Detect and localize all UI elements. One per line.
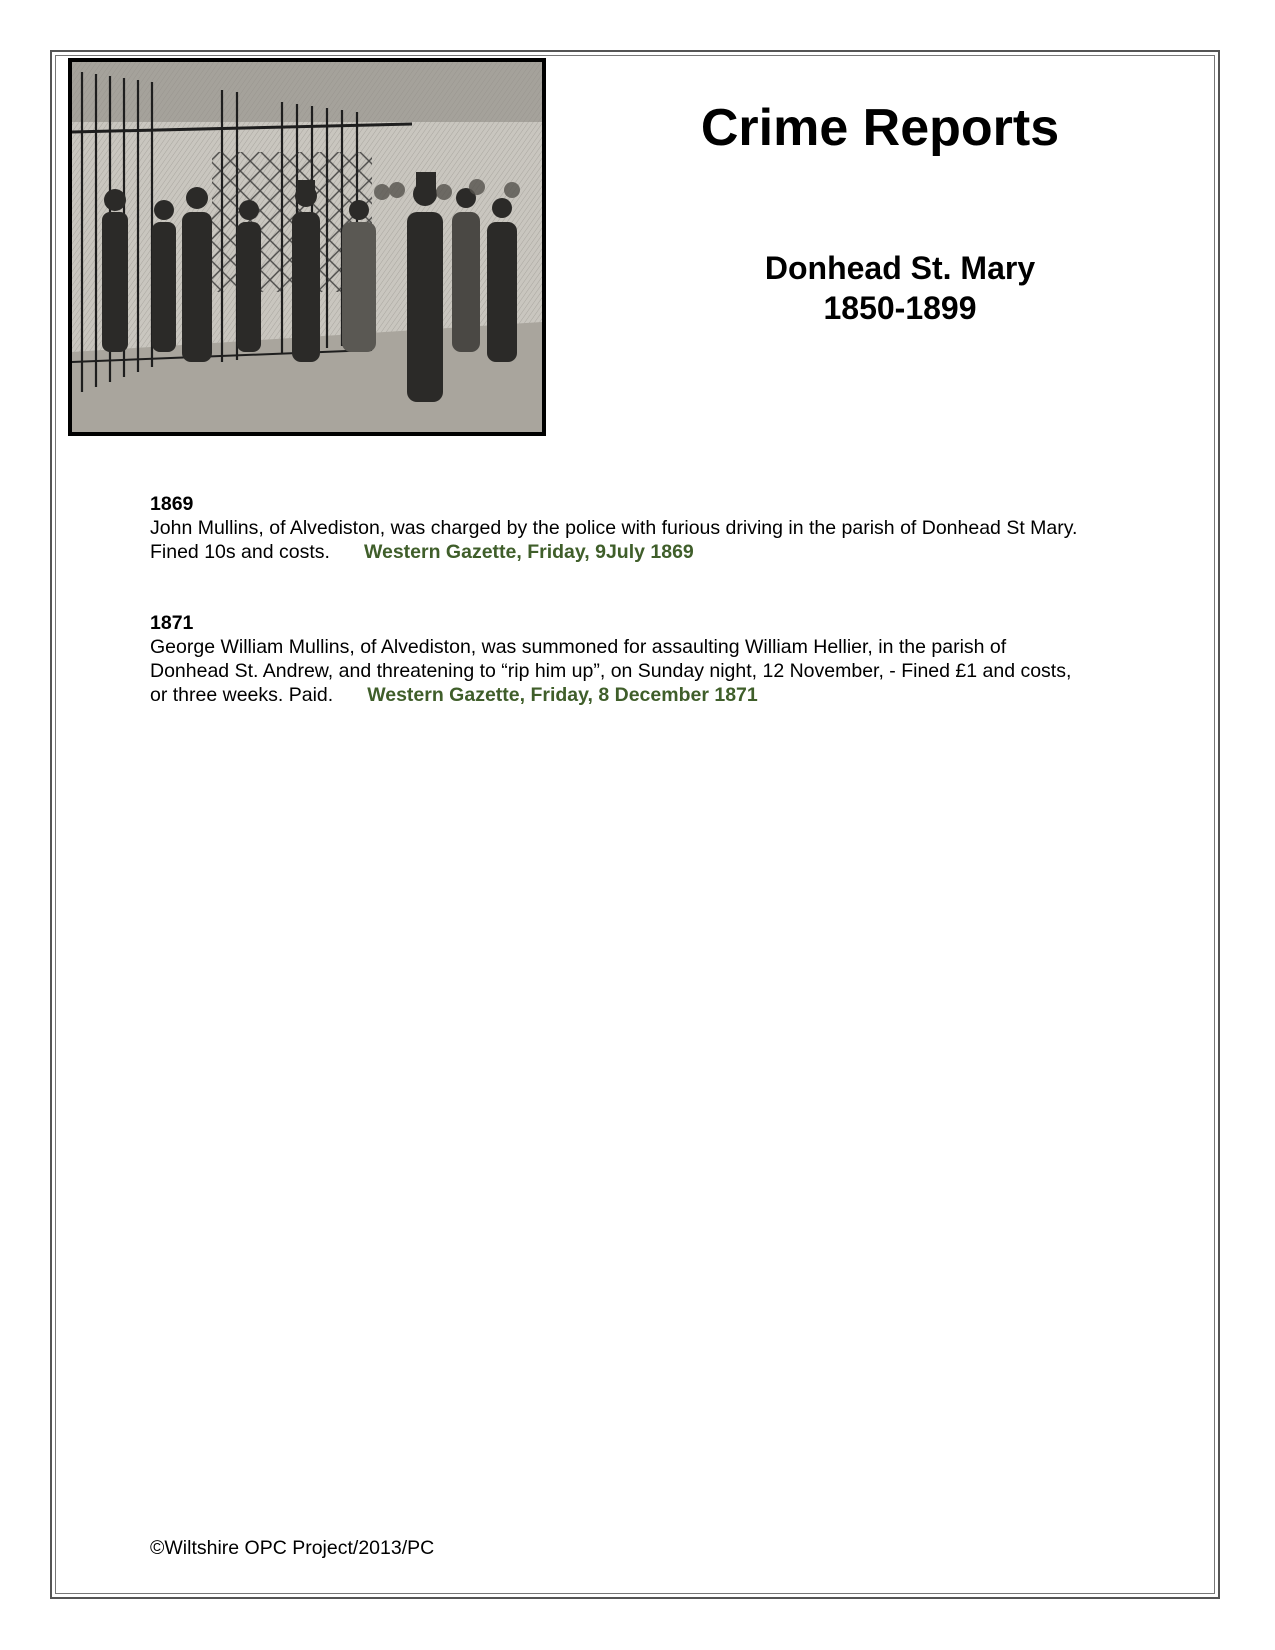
crime-entry <box>150 611 1090 707</box>
copyright-footer: ©Wiltshire OPC Project/2013/PC <box>150 1537 435 1559</box>
engraving-drawing <box>72 62 542 432</box>
subtitle-block <box>720 248 1080 328</box>
entry-text: John Mullins, of Alvediston, was charged by the police with furious driving in the parish of Donhead St Mary. Fined 10s and costs. <box>150 517 1078 563</box>
entry-text: George William Mullins, of Alvediston, was summoned for assaulting William Hellier, in the parish of Donhead St. Andrew, and threatening to “rip him up”, on Sunday night, 12 November, - Fined £1 and costs, or three weeks. Paid. <box>150 636 1072 706</box>
entry-source: Western Gazette, Friday, 8 December 1871 <box>367 684 758 706</box>
entry-year: 1869 <box>150 493 194 515</box>
page-title: Crime Reports <box>700 99 1060 157</box>
engraving-illustration <box>68 58 546 436</box>
place-name: Donhead St. Mary <box>764 250 1036 286</box>
entry-year: 1871 <box>150 612 194 634</box>
crime-entry <box>150 492 1090 564</box>
year-range: 1850-1899 <box>823 290 977 326</box>
entry-source: Western Gazette, Friday, 9July 1869 <box>363 541 694 563</box>
